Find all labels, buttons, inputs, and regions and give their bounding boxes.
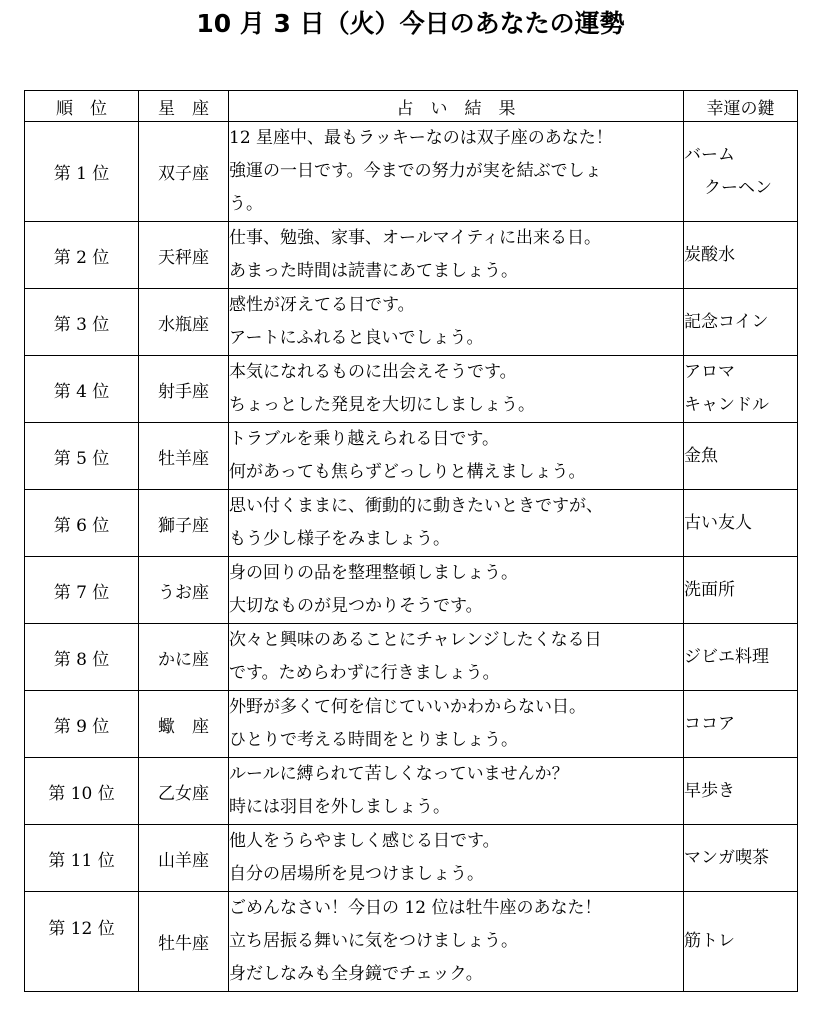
result-line: 立ち居振る舞いに気をつけましょう。 — [229, 931, 518, 951]
rank-cell: 第 1 位 — [25, 122, 139, 222]
fortune-table — [24, 90, 798, 992]
table-row — [25, 892, 798, 992]
lucky-key-line: ココア — [684, 713, 735, 734]
sign-cell: うお座 — [139, 557, 229, 624]
header-rank: 順 位 — [25, 91, 139, 122]
lucky-key-line: バーム — [684, 144, 735, 165]
rank-cell: 第 8 位 — [25, 624, 139, 691]
result-cell — [229, 892, 684, 992]
sign-cell: 天秤座 — [139, 222, 229, 289]
result-line: ひとりで考える時間をとりましょう。 — [229, 730, 518, 750]
header-sign: 星 座 — [139, 91, 229, 122]
sign-cell: 蠍 座 — [139, 691, 229, 758]
result-line: もう少し様子をみましょう。 — [229, 529, 450, 549]
lucky-key-cell — [684, 356, 798, 423]
rank-cell: 第 5 位 — [25, 423, 139, 490]
lucky-key-cell — [684, 122, 798, 222]
result-cell — [229, 557, 684, 624]
table-row — [25, 289, 798, 356]
result-cell — [229, 122, 684, 222]
table-row — [25, 222, 798, 289]
rank-cell: 第 7 位 — [25, 557, 139, 624]
lucky-key-line: キャンドル — [684, 395, 769, 415]
table-row — [25, 557, 798, 624]
lucky-key-line: マンガ喫茶 — [684, 847, 769, 868]
rank-cell: 第 4 位 — [25, 356, 139, 423]
table-row — [25, 356, 798, 423]
result-cell — [229, 691, 684, 758]
rank-cell: 第 2 位 — [25, 222, 139, 289]
table-row — [25, 758, 798, 825]
result-line: 何があっても焦らずどっしりと構えましょう。 — [229, 462, 586, 482]
table-row — [25, 423, 798, 490]
header-result: 占 い 結 果 — [229, 91, 684, 122]
result-line: 身だしなみも全身鏡でチェック。 — [229, 964, 483, 984]
lucky-key-line: 筋トレ — [684, 931, 735, 951]
sign-cell: かに座 — [139, 624, 229, 691]
sign-cell: 乙女座 — [139, 758, 229, 825]
header-row — [25, 91, 798, 122]
sign-cell: 牡牛座 — [139, 892, 229, 992]
rank-cell: 第 3 位 — [25, 289, 139, 356]
table-row — [25, 825, 798, 892]
result-line: 思い付くままに、衝動的に動きたいときですが、 — [229, 496, 603, 516]
lucky-key-line: 古い友人 — [684, 512, 752, 533]
lucky-key-line: 炭酸水 — [684, 244, 735, 265]
result-line: 強運の一日です。今までの努力が実を結ぶでしょ — [229, 161, 602, 181]
lucky-key-cell — [684, 691, 798, 758]
lucky-key-line: 金魚 — [684, 445, 718, 466]
lucky-key-line: 洗面所 — [684, 579, 735, 600]
lucky-key-cell — [684, 892, 798, 992]
result-line: 大切なものが見つかりそうです。 — [229, 596, 483, 616]
table-row — [25, 122, 798, 222]
result-line: 身の回りの品を整理整頓しましょう。 — [229, 563, 518, 583]
result-line: アートにふれると良いでしょう。 — [229, 328, 484, 348]
sign-cell: 牡羊座 — [139, 423, 229, 490]
sign-cell: 山羊座 — [139, 825, 229, 892]
result-cell — [229, 356, 684, 423]
result-line: です。ためらわずに行きましょう。 — [229, 663, 500, 683]
header-key: 幸運の鍵 — [684, 91, 798, 122]
lucky-key-line: 早歩き — [684, 780, 735, 801]
lucky-key-cell — [684, 289, 798, 356]
lucky-key-cell — [684, 557, 798, 624]
page-title: 10 月 3 日（火）今日のあなたの運勢 — [196, 9, 625, 38]
result-line: ルールに縛られて苦しくなっていませんか？ — [229, 764, 569, 784]
rank-cell: 第 12 位 — [25, 892, 139, 992]
lucky-key-cell — [684, 624, 798, 691]
result-cell — [229, 289, 684, 356]
result-cell — [229, 423, 684, 490]
result-line: 時には羽目を外しましょう。 — [229, 797, 450, 817]
sign-cell: 獅子座 — [139, 490, 229, 557]
sign-cell: 双子座 — [139, 122, 229, 222]
lucky-key-cell — [684, 490, 798, 557]
lucky-key-line: クーヘン — [704, 177, 772, 198]
result-line: 次々と興味のあることにチャレンジしたくなる日 — [229, 630, 602, 650]
result-cell — [229, 222, 684, 289]
result-line: 12 星座中、最もラッキーなのは双子座のあなた！ — [229, 128, 613, 148]
result-line: ちょっとした発見を大切にしましょう。 — [229, 395, 535, 415]
result-line: あまった時間は読書にあてましょう。 — [229, 261, 518, 281]
result-cell — [229, 758, 684, 825]
sign-cell: 射手座 — [139, 356, 229, 423]
result-cell — [229, 490, 684, 557]
result-cell — [229, 825, 684, 892]
lucky-key-cell — [684, 758, 798, 825]
rank-cell: 第 11 位 — [25, 825, 139, 892]
lucky-key-cell — [684, 423, 798, 490]
lucky-key-line: ジビエ料理 — [684, 646, 769, 667]
lucky-key-line: アロマ — [684, 362, 735, 382]
table-row — [25, 490, 798, 557]
result-cell — [229, 624, 684, 691]
lucky-key-cell — [684, 222, 798, 289]
result-line: う。 — [229, 194, 263, 214]
result-line: 本気になれるものに出会えそうです。 — [229, 362, 517, 382]
result-line: 外野が多くて何を信じていいかわからない日。 — [229, 697, 586, 717]
rank-cell: 第 10 位 — [25, 758, 139, 825]
lucky-key-line: 記念コイン — [684, 311, 769, 332]
result-line: 仕事、勉強、家事、オールマイティに出来る日。 — [229, 228, 601, 248]
table-row — [25, 691, 798, 758]
lucky-key-cell — [684, 825, 798, 892]
result-line: 自分の居場所を見つけましょう。 — [229, 864, 484, 884]
table-row — [25, 624, 798, 691]
result-line: 感性が冴えてる日です。 — [229, 295, 415, 315]
result-line: ごめんなさい！今日の 12 位は牡牛座のあなた！ — [229, 898, 602, 918]
result-line: トラブルを乗り越えられる日です。 — [229, 429, 499, 449]
result-line: 他人をうらやましく感じる日です。 — [229, 831, 500, 851]
rank-cell: 第 9 位 — [25, 691, 139, 758]
rank-cell: 第 6 位 — [25, 490, 139, 557]
sign-cell: 水瓶座 — [139, 289, 229, 356]
